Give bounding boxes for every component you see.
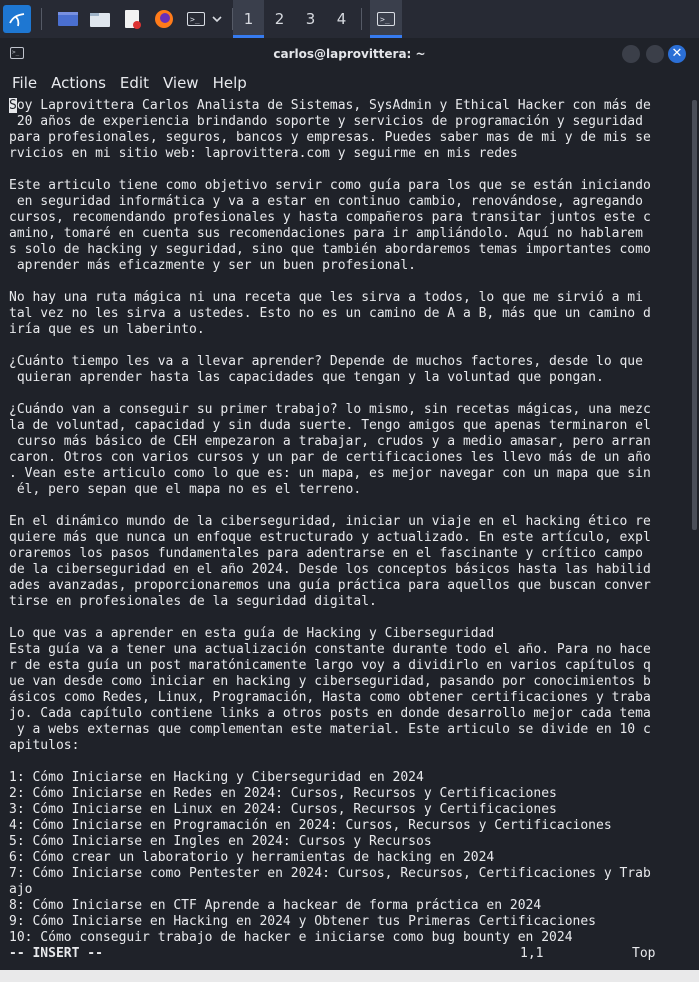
buffer-line: Esta guía va a tener una actualización constante durante todo el año. Para no hace <box>9 642 651 657</box>
cursor-position: 1,1 <box>520 946 544 961</box>
terminal-launcher-icon[interactable]: >_ <box>184 7 208 31</box>
firefox-icon[interactable] <box>152 7 176 31</box>
buffer-line: tirse en profesionales de la seguridad digital. <box>9 594 377 609</box>
buffer-line: jo. Cada capítulo contiene links a otros posts en donde desarrollo mejor cada tema <box>9 706 651 721</box>
menu-edit[interactable]: Edit <box>119 74 149 92</box>
mode-indicator: -- INSERT -- <box>9 946 103 961</box>
buffer-line: ades avanzadas, proporcionaremos una guía práctica para aquellos que buscan conver <box>9 578 651 593</box>
buffer-line: s solo de hacking y seguridad, sino que también abordaremos temas importantes como <box>9 242 651 257</box>
terminal-icon: >_ <box>10 47 24 59</box>
terminal-icon: >_ <box>377 12 395 26</box>
buffer-line: amino, tomaré en cuenta sus recomendaciones para ir ampliándolo. Aquí no hablarem <box>9 226 643 241</box>
menu-help[interactable]: Help <box>212 74 247 92</box>
vim-status-line <box>9 946 659 962</box>
buffer-line: Lo que vas a aprender en esta guía de Hacking y Ciberseguridad <box>9 626 495 641</box>
buffer-line: quieran aprender hasta las capacidades que tengan y la voluntad que pongan. <box>9 370 604 385</box>
close-button[interactable] <box>668 45 686 63</box>
buffer-line: oraremos los pasos fundamentales para adentrarse en el fascinante y crítico campo <box>9 546 643 561</box>
title-bar <box>0 38 699 70</box>
buffer-line: quiere más que nunca un enfoque estructurado y actualizado. En este artículo, expl <box>9 530 651 545</box>
file-manager-icon[interactable] <box>88 7 112 31</box>
buffer-line: cursos, recomendando profesionales y hasta compañeros para transitar juntos este c <box>9 210 651 225</box>
maximize-button[interactable] <box>646 45 664 63</box>
buffer-line: rvicios en mi sitio web: laprovittera.com y seguirme en mis redes <box>9 146 518 161</box>
menu-view[interactable]: View <box>162 74 199 92</box>
buffer-line: él, pero sepan que el mapa no es el terreno. <box>9 482 362 497</box>
buffer-line: 4: Cómo Iniciarse en Programación en 2024: Cursos, Recursos y Certificaciones <box>9 818 612 833</box>
buffer-line: . Vean este articulo como lo que es: un mapa, es mejor navegar con un mapa que sin <box>9 466 651 481</box>
terminal-area[interactable] <box>0 97 699 970</box>
buffer-line: 20 años de experiencia brindando soporte y servicios de programación y seguridad <box>9 114 643 129</box>
buffer-line: tal vez no les sirva a ustedes. Esto no es un camino de A a B, más que un camino d <box>9 306 651 321</box>
buffer-line: 10: Cómo conseguir trabajo de hacker e iniciarse como bug bounty en 2024 <box>9 930 573 945</box>
window-title: carlos@laprovittera: ~ <box>273 47 426 61</box>
taskbar-separator <box>361 8 362 30</box>
taskbar <box>0 0 699 38</box>
menu-file[interactable]: File <box>12 74 38 92</box>
buffer-line: apitulos: <box>9 738 80 753</box>
buffer-line: y a webs externas que complementan este material. Este articulo se divide en 10 c <box>9 722 651 737</box>
kali-menu-icon[interactable] <box>3 5 31 33</box>
buffer-line: No hay una ruta mágica ni una receta que les sirva a todos, lo que me sirvió a mi <box>9 290 643 305</box>
buffer-line: la de voluntad, capacidad y sin duda suerte. Tengo amigos que apenas terminaron el <box>9 418 651 433</box>
menu-bar <box>0 70 699 96</box>
buffer-line: 9: Cómo Iniciarse en Hacking en 2024 y Obtener tus Primeras Certificaciones <box>9 914 596 929</box>
buffer-line: en seguridad informática y va a estar en continuo cambio, renovándose, agregando <box>9 194 643 209</box>
minimize-button[interactable] <box>622 45 640 63</box>
buffer-line: 8: Cómo Iniciarse en CTF Aprende a hackear de forma práctica en 2024 <box>9 898 542 913</box>
buffer-line: para profesionales, seguros, bancos y empresas. Puedes saber mas de mi y de mis se <box>9 130 651 145</box>
buffer-line: ¿Cuánto tiempo les va a llevar aprender? Depende de muchos factores, desde lo que <box>9 354 643 369</box>
buffer-line: Este articulo tiene como objetivo servir como guía para los que se están iniciando <box>9 178 651 193</box>
buffer-line: curso más básico de CEH empezaron a trabajar, crudos y a medio amasar, pero arran <box>9 434 651 449</box>
workspace-1[interactable]: 1 <box>233 0 264 38</box>
editor-buffer <box>9 98 665 946</box>
buffer-line: oy Laprovittera Carlos Analista de Sistemas, SysAdmin y Ethical Hacker con más de <box>16 98 651 113</box>
buffer-line: En el dinámico mundo de la ciberseguridad, iniciar un viaje en el hacking ético re <box>9 514 651 529</box>
buffer-line: ajo <box>9 882 33 897</box>
buffer-line: ue van desde como iniciar en hacking y ciberseguridad, pasando por conocimientos b <box>9 674 651 689</box>
buffer-line: 1: Cómo Iniciarse en Hacking y Ciberseguridad en 2024 <box>9 770 424 785</box>
workspace-4[interactable]: 4 <box>336 10 347 28</box>
scrollbar[interactable] <box>692 100 697 530</box>
workspace-2[interactable]: 2 <box>274 10 285 28</box>
buffer-line: aprender más eficazmente y ser un buen profesional. <box>9 258 416 273</box>
text-editor-icon[interactable] <box>120 7 144 31</box>
buffer-line: r de esta guía un post maratónicamente largo voy a dividirlo en varios capítulos q <box>9 658 651 673</box>
buffer-line: caron. Otros con varios cursos y un par de certificaciones les llevo más de un año <box>9 450 651 465</box>
close-icon: ✕ <box>671 46 683 61</box>
buffer-line: iría que es un laberinto. <box>9 322 205 337</box>
terminal-window <box>0 38 699 970</box>
scroll-position: Top <box>632 946 656 961</box>
show-desktop-icon[interactable] <box>56 7 80 31</box>
buffer-line: 7: Cómo Iniciarse como Pentester en 2024: Cursos, Recursos, Certificaciones y Trab <box>9 866 651 881</box>
terminal-task-button[interactable] <box>370 0 402 38</box>
buffer-line: ásicos como Redes, Linux, Programación, Hasta como obtener certificaciones y traba <box>9 690 651 705</box>
text-cursor: S <box>9 98 17 113</box>
buffer-line: ¿Cuándo van a conseguir su primer trabajo? lo mismo, sin recetas mágicas, una mezc <box>9 402 651 417</box>
taskbar-separator <box>41 8 42 30</box>
menu-actions[interactable]: Actions <box>51 74 106 92</box>
buffer-line: 5: Cómo Iniciarse en Ingles en 2024: Cursos y Recursos <box>9 834 432 849</box>
buffer-line: 6: Cómo crear un laboratorio y herramientas de hacking en 2024 <box>9 850 495 865</box>
bottom-strip <box>0 970 699 982</box>
buffer-line: de la ciberseguridad en el año 2024. Desde los conceptos básicos hasta las habilid <box>9 562 651 577</box>
chevron-down-icon[interactable] <box>210 7 224 31</box>
buffer-line: 3: Cómo Iniciarse en Linux en 2024: Cursos, Recursos y Certificaciones <box>9 802 557 817</box>
buffer-line: 2: Cómo Iniciarse en Redes en 2024: Cursos, Recursos y Certificaciones <box>9 786 557 801</box>
workspace-3[interactable]: 3 <box>305 10 316 28</box>
